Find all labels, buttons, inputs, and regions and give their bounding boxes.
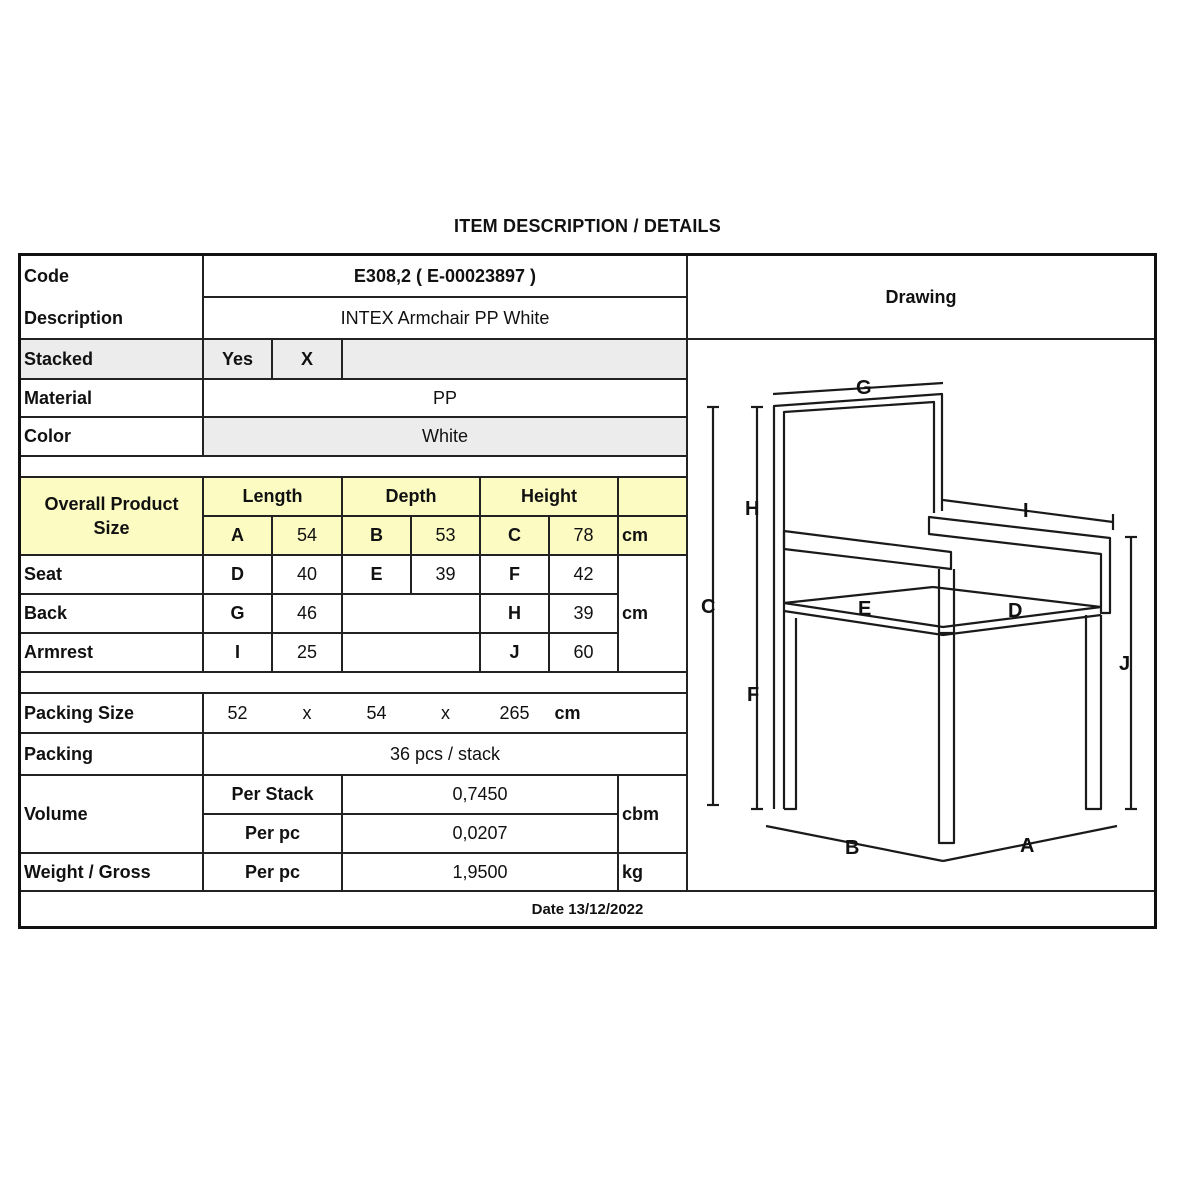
divider xyxy=(21,455,686,457)
dim-letter-i: I xyxy=(234,642,240,662)
code-label: Code xyxy=(24,265,69,286)
volume-per-stack-value: 0,7450 xyxy=(452,784,508,804)
dim-letter-b: B xyxy=(370,525,383,545)
stacked-option: Yes xyxy=(221,348,254,369)
color-value: White xyxy=(421,426,468,446)
description-label: Description xyxy=(24,307,124,328)
drawing-letter-j: J xyxy=(1119,653,1131,675)
drawing-letter-i: I xyxy=(1023,500,1029,522)
dim-value-b: 53 xyxy=(435,525,456,545)
drawing-letter-b: B xyxy=(845,837,860,859)
divider xyxy=(617,477,619,672)
volume-per-pc-value: 0,0207 xyxy=(452,823,508,843)
dim-letter-c: C xyxy=(508,525,521,545)
overall-size-label xyxy=(21,478,202,554)
seat-front-edge-inner xyxy=(784,611,1101,635)
drawing-letter-f: F xyxy=(747,684,760,706)
dim-value-h: 39 xyxy=(573,603,594,623)
weight-label: Weight / Gross xyxy=(24,861,151,882)
dim-value-e: 39 xyxy=(435,564,456,584)
stacked-mark: X xyxy=(300,348,313,369)
weight-per-pc-label: Per pc xyxy=(244,861,301,882)
dim-value-f: 42 xyxy=(573,564,594,584)
height-header: Height xyxy=(521,486,577,506)
right-leg xyxy=(1086,615,1101,809)
packing-value: 36 pcs / stack xyxy=(389,743,501,764)
dim-value-a: 54 xyxy=(296,525,318,545)
packing-label: Packing xyxy=(24,743,94,764)
color-label: Color xyxy=(24,426,71,446)
divider xyxy=(341,339,343,378)
back-left-leg xyxy=(784,618,796,809)
packing-size-x: x xyxy=(302,702,312,723)
depth-header: Depth xyxy=(385,486,437,506)
left-armrest xyxy=(784,531,951,569)
dim-letter-f: F xyxy=(509,564,520,584)
volume-label: Volume xyxy=(24,803,88,824)
dim-value-d: 40 xyxy=(296,564,318,584)
drawing-letter-a: A xyxy=(1020,835,1035,857)
seat-front-edge xyxy=(784,603,1101,627)
dim-letter-d: D xyxy=(231,564,244,584)
code-value: E308,2 ( E-00023897 ) xyxy=(353,265,537,286)
dim-value-g: 46 xyxy=(296,603,318,623)
volume-per-pc-label: Per pc xyxy=(244,823,301,843)
volume-per-stack-label: Per Stack xyxy=(231,784,314,804)
description-value: INTEX Armchair PP White xyxy=(340,307,550,328)
packing-size-height: 265 xyxy=(499,702,530,723)
date-footer: Date 13/12/2022 xyxy=(531,900,644,918)
dim-letter-a: A xyxy=(231,525,244,545)
length-header: Length xyxy=(242,486,303,506)
drawing-letter-d: D xyxy=(1008,600,1023,622)
stacked-label: Stacked xyxy=(24,348,94,369)
dim-value-i: 25 xyxy=(296,642,318,662)
dim-letter-h: H xyxy=(508,603,521,623)
page-title: ITEM DESCRIPTION / DETAILS xyxy=(454,216,721,236)
dim-value-c: 78 xyxy=(573,525,594,545)
weight-value: 1,9500 xyxy=(452,861,508,882)
packing-size-width: 52 xyxy=(227,702,248,723)
drawing-letter-g: G xyxy=(856,377,872,399)
right-armrest xyxy=(929,517,1110,613)
dims-unit: cm xyxy=(622,603,649,623)
dim-letter-j: J xyxy=(509,642,520,662)
drawing-letter-e: E xyxy=(858,598,872,620)
seat-label: Seat xyxy=(24,564,63,584)
chair-drawing xyxy=(688,340,1154,890)
packing-size-x: x xyxy=(441,702,450,723)
packing-size-unit: cm xyxy=(554,702,581,723)
dim-letter-g: G xyxy=(230,603,245,623)
armrest-label: Armrest xyxy=(24,642,94,662)
divider xyxy=(21,671,686,673)
item-details-sheet xyxy=(18,253,1157,929)
overall-unit: cm xyxy=(622,525,649,545)
dim-value-j: 60 xyxy=(573,642,594,662)
drawing-header: Drawing xyxy=(885,286,957,307)
dim-letter-e: E xyxy=(370,564,383,584)
packing-size-label: Packing Size xyxy=(24,702,135,723)
weight-unit: kg xyxy=(622,861,644,882)
volume-unit: cbm xyxy=(622,803,660,824)
drawing-letter-c: C xyxy=(701,596,716,618)
back-label: Back xyxy=(24,603,68,623)
material-value: PP xyxy=(432,387,457,408)
material-label: Material xyxy=(24,387,93,408)
drawing-letter-h: H xyxy=(745,498,760,520)
packing-size-depth: 54 xyxy=(366,702,387,723)
front-left-leg xyxy=(939,569,954,843)
overall-size-label-text: Overall Product Size xyxy=(44,494,179,538)
